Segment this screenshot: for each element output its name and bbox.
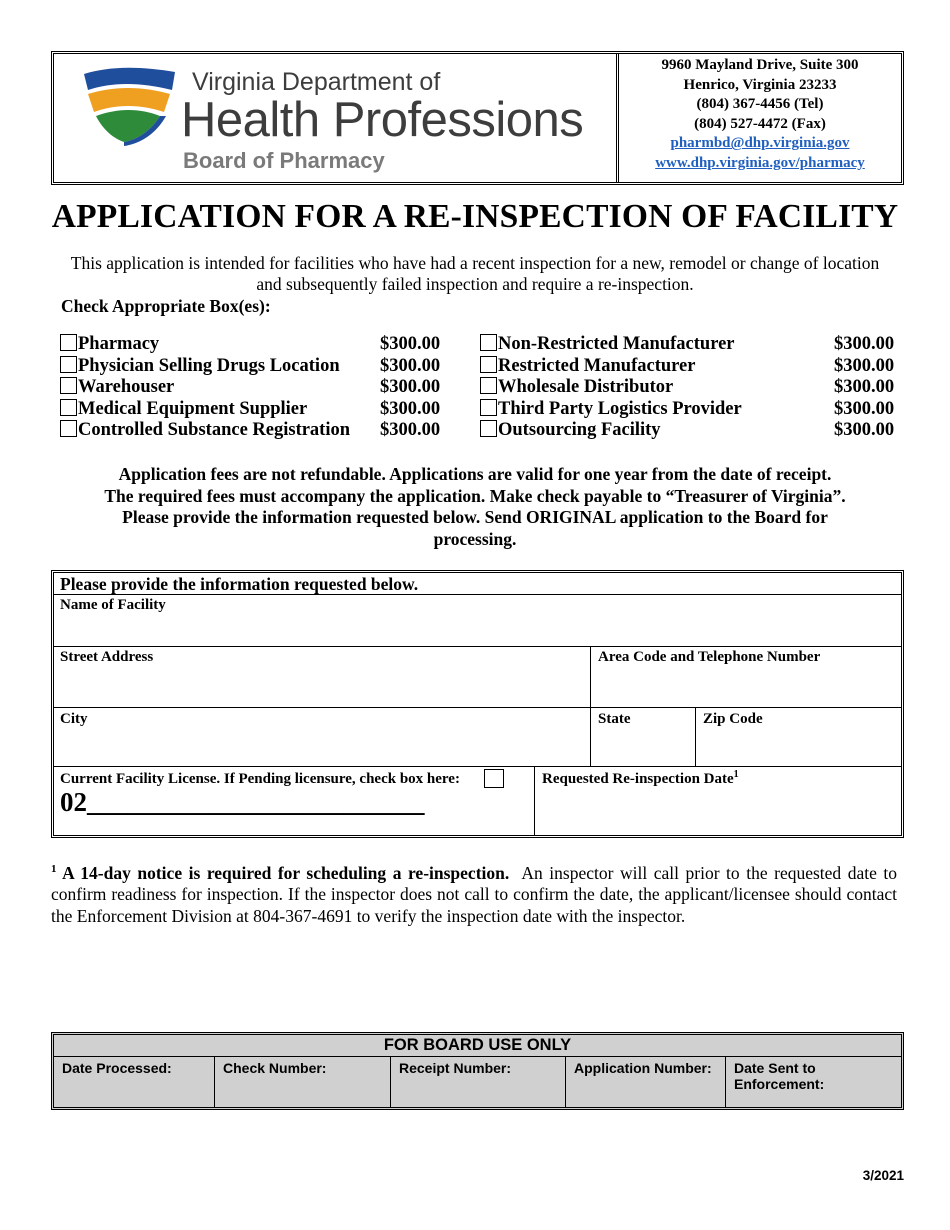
address-city: Henrico, Virginia 23233 xyxy=(683,76,837,93)
footnote-text: An inspector will call prior to the requested date to confirm readiness for inspection. If the inspector does not call to confirm the date, the applicant/licensee should contact the Enforcement Division at 804-367-4691 to verify the inspection date with the inspector. xyxy=(51,862,897,926)
board-address xyxy=(619,54,901,182)
license-blank: _________________________ xyxy=(87,787,425,817)
board-use-table xyxy=(51,1032,904,1110)
logo-line-1: Virginia Department of xyxy=(192,68,441,96)
application-number-cell: Application Number: xyxy=(565,1056,725,1107)
checkbox[interactable] xyxy=(480,399,497,416)
pending-licensure-checkbox[interactable] xyxy=(484,769,504,788)
option-medical-equipment-supplier xyxy=(60,399,445,421)
logo-line-2: Health Professions xyxy=(181,93,584,147)
license-label: Current Facility License. If Pending licensure, check box here: xyxy=(60,771,460,787)
state-field[interactable] xyxy=(591,708,695,766)
notice-line: The required fees must accompany the application. Make check payable to “Treasurer of Virginia”. xyxy=(104,485,846,506)
footnote-mark: 1 xyxy=(51,863,57,875)
option-price: $300.00 xyxy=(380,355,441,376)
logo-line-3: Board of Pharmacy xyxy=(183,148,385,173)
check-boxes-heading: Check Appropriate Box(es): xyxy=(61,296,271,316)
option-warehouser xyxy=(60,377,445,399)
option-controlled-substance-registration xyxy=(60,420,445,442)
option-non-restricted-manufacturer xyxy=(480,334,900,356)
option-label: Outsourcing Facility xyxy=(498,420,661,440)
notice-line: Application fees are not refundable. Applications are valid for one year from the date of receipt. xyxy=(118,464,832,484)
city-label: City xyxy=(60,711,88,727)
checkbox[interactable] xyxy=(480,334,497,351)
checkbox[interactable] xyxy=(480,356,497,373)
board-use-title: FOR BOARD USE ONLY xyxy=(383,1036,572,1054)
facility-info-table xyxy=(51,570,904,838)
option-price: $300.00 xyxy=(380,334,441,354)
checkbox[interactable] xyxy=(60,420,77,437)
form-title: APPLICATION FOR A RE-INSPECTION OF FACILITY xyxy=(51,198,899,235)
option-label: Wholesale Distributor xyxy=(498,377,674,397)
zip-field[interactable] xyxy=(696,708,901,766)
option-outsourcing-facility xyxy=(480,420,900,442)
option-label: Restricted Manufacturer xyxy=(498,355,696,376)
name-of-facility-label: Name of Facility xyxy=(60,597,166,613)
check-number-cell: Check Number: xyxy=(214,1056,390,1107)
option-price: $300.00 xyxy=(380,398,441,419)
option-restricted-manufacturer xyxy=(480,356,900,378)
option-label: Warehouser xyxy=(78,377,175,397)
revision-date: 3/2021 xyxy=(862,1168,904,1183)
dhp-ribbon-logo-icon xyxy=(80,64,180,146)
name-of-facility-field[interactable] xyxy=(54,595,901,646)
option-price: $300.00 xyxy=(834,334,895,354)
reinspection-date-text: Requested Re-inspection Date xyxy=(542,771,734,787)
checkbox[interactable] xyxy=(60,377,77,394)
address-street: 9960 Mayland Drive, Suite 300 xyxy=(661,57,859,73)
option-price: $300.00 xyxy=(834,420,895,440)
website-link[interactable]: www.dhp.virginia.gov/pharmacy xyxy=(655,154,865,171)
receipt-number-cell: Receipt Number: xyxy=(390,1056,565,1107)
option-label: Third Party Logistics Provider xyxy=(498,398,742,419)
date-sent-enforcement-cell: Date Sent to Enforcement: xyxy=(725,1056,901,1107)
letterhead xyxy=(51,51,904,185)
fee-notice xyxy=(60,464,890,550)
info-heading: Please provide the information requested below. xyxy=(60,574,419,594)
notice-line: Please provide the information requested below. Send ORIGINAL application to the Board for xyxy=(122,507,828,528)
phone-label: Area Code and Telephone Number xyxy=(598,649,821,665)
option-label: Pharmacy xyxy=(78,334,160,354)
options-left xyxy=(60,334,445,442)
zip-label: Zip Code xyxy=(703,711,763,727)
checkbox[interactable] xyxy=(60,334,77,351)
option-pharmacy xyxy=(60,334,445,356)
footnote-bold: A 14-day notice is required for scheduling a re-inspection. xyxy=(62,862,510,883)
checkbox[interactable] xyxy=(60,399,77,416)
license-prefix: 02 xyxy=(60,787,87,817)
email-link[interactable]: pharmbd@dhp.virginia.gov xyxy=(670,135,850,152)
date-processed-cell: Date Processed: xyxy=(54,1056,214,1107)
address-fax: (804) 527-4472 (Fax) xyxy=(694,115,826,132)
option-price: $300.00 xyxy=(380,420,441,440)
checkbox[interactable] xyxy=(60,356,77,373)
city-field[interactable] xyxy=(54,708,590,766)
option-label: Physician Selling Drugs Location xyxy=(78,355,340,376)
phone-field[interactable] xyxy=(591,647,901,707)
option-wholesale-distributor xyxy=(480,377,900,399)
option-price: $300.00 xyxy=(380,377,441,397)
option-label: Non-Restricted Manufacturer xyxy=(498,334,735,354)
option-price: $300.00 xyxy=(834,398,895,419)
option-price: $300.00 xyxy=(834,355,895,376)
options-right xyxy=(480,334,900,442)
checkbox[interactable] xyxy=(480,420,497,437)
option-physician-selling-drugs xyxy=(60,356,445,378)
option-third-party-logistics xyxy=(480,399,900,421)
reinspection-date-label xyxy=(542,769,739,788)
reinspection-footnote-mark: 1 xyxy=(733,769,739,780)
option-label: Controlled Substance Registration xyxy=(78,420,351,440)
state-label: State xyxy=(598,711,631,727)
dhp-logo-block xyxy=(54,54,619,182)
footnote xyxy=(51,859,897,927)
license-number-field[interactable] xyxy=(60,787,425,818)
row-divider xyxy=(54,766,901,767)
intro-text: This application is intended for facilities who have had a recent inspection for a new, remodel or change of location and subsequently failed inspection and require a re-inspection. xyxy=(70,253,880,294)
address-tel: (804) 367-4456 (Tel) xyxy=(696,96,824,113)
reinspection-date-field[interactable] xyxy=(535,788,901,835)
street-address-label: Street Address xyxy=(60,649,154,665)
street-address-field[interactable] xyxy=(54,647,590,707)
checkbox[interactable] xyxy=(480,377,497,394)
option-label: Medical Equipment Supplier xyxy=(78,398,308,419)
notice-line: processing. xyxy=(433,528,517,549)
option-price: $300.00 xyxy=(834,377,895,397)
